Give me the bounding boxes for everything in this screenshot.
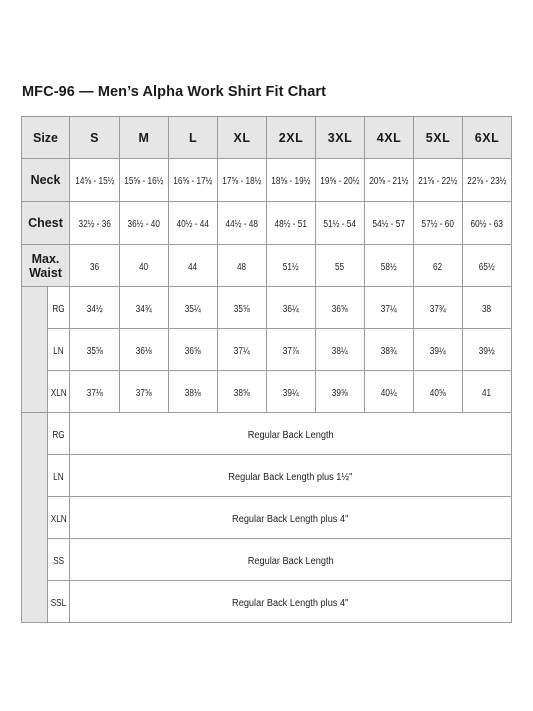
sleeve-cell bbox=[316, 287, 365, 329]
back-length-cell bbox=[70, 413, 512, 455]
back-length-header bbox=[22, 413, 48, 623]
sleeve-value: 37¼ bbox=[234, 345, 250, 357]
sleeve-row bbox=[22, 287, 512, 329]
max-waist-cell bbox=[120, 245, 169, 287]
sleeve-cell bbox=[463, 287, 512, 329]
size-col-header: 4XL bbox=[365, 117, 414, 159]
max-waist-row bbox=[22, 245, 512, 287]
chest-value: 44½ - 48 bbox=[225, 219, 259, 230]
back-length-text: Regular Back Length plus 4" bbox=[232, 597, 349, 609]
neck-cell bbox=[463, 159, 512, 202]
neck-value: 20⅝ - 21½ bbox=[369, 176, 409, 187]
chest-value: 54½ - 57 bbox=[372, 219, 406, 230]
sleeve-code-cell bbox=[48, 329, 70, 371]
size-col-header: XL bbox=[218, 117, 267, 159]
sleeve-cell bbox=[120, 371, 169, 413]
neck-value: 17⅝ - 18½ bbox=[222, 176, 262, 187]
sleeve-value: 40⅝ bbox=[430, 387, 446, 399]
neck-value: 14⅝ - 15½ bbox=[74, 176, 115, 187]
sleeve-value: 39⅝ bbox=[332, 387, 348, 399]
max-waist-cell bbox=[316, 245, 365, 287]
max-waist-cell bbox=[169, 245, 218, 287]
chest-cell bbox=[120, 202, 169, 245]
sleeve-code-cell bbox=[48, 287, 70, 329]
chest-cell bbox=[169, 202, 218, 245]
neck-value: 15⅝ - 16½ bbox=[124, 176, 164, 187]
sleeve-value: 36⅝ bbox=[185, 345, 201, 357]
chest-value: 40½ - 44 bbox=[176, 219, 210, 230]
chest-cell bbox=[414, 202, 463, 245]
back-code: XLN bbox=[50, 513, 67, 525]
chest-cell bbox=[316, 202, 365, 245]
sleeve-row bbox=[22, 371, 512, 413]
sleeve-cell bbox=[218, 329, 267, 371]
max-waist-cell bbox=[70, 245, 120, 287]
sleeve-value: 37⅝ bbox=[136, 387, 152, 399]
neck-value: 19⅝ - 20½ bbox=[320, 176, 360, 187]
fit-chart-table bbox=[21, 116, 512, 623]
size-col-header: 3XL bbox=[316, 117, 365, 159]
back-code-cell bbox=[48, 539, 70, 581]
back-row bbox=[22, 413, 512, 455]
sleeve-cell bbox=[316, 329, 365, 371]
sleeve-cell bbox=[463, 371, 512, 413]
sleeve-cell bbox=[414, 287, 463, 329]
back-row bbox=[22, 497, 512, 539]
fit-chart-body bbox=[22, 117, 512, 623]
sleeve-value: 39½ bbox=[479, 345, 495, 357]
back-code: SS bbox=[53, 555, 64, 567]
max-waist-value: 55 bbox=[335, 261, 345, 273]
back-length-text: Regular Back Length bbox=[247, 429, 334, 441]
back-row bbox=[22, 581, 512, 623]
back-length-cell bbox=[70, 455, 512, 497]
neck-cell bbox=[120, 159, 169, 202]
max-waist-cell bbox=[218, 245, 267, 287]
chest-cell bbox=[267, 202, 316, 245]
size-header: Size bbox=[22, 117, 70, 159]
sleeve-cell bbox=[169, 371, 218, 413]
sleeve-cell bbox=[267, 371, 316, 413]
back-row bbox=[22, 539, 512, 581]
sleeve-cell bbox=[120, 329, 169, 371]
sleeve-value: 37⅛ bbox=[86, 387, 103, 399]
back-length-cell bbox=[70, 497, 512, 539]
sleeve-value: 35⅝ bbox=[234, 303, 250, 315]
sleeve-code-cell bbox=[48, 371, 70, 413]
sleeve-value: 37¼ bbox=[381, 303, 397, 315]
chest-value: 60½ - 63 bbox=[470, 219, 504, 230]
sleeve-cell bbox=[365, 329, 414, 371]
neck-value: 16⅝ - 17½ bbox=[173, 176, 213, 187]
sleeve-cell bbox=[218, 371, 267, 413]
sleeve-length-header bbox=[22, 287, 48, 413]
sleeve-row bbox=[22, 329, 512, 371]
back-code: RG bbox=[52, 429, 65, 441]
sleeve-cell bbox=[365, 371, 414, 413]
chest-value: 36½ - 40 bbox=[127, 219, 161, 230]
sleeve-value: 35⅝ bbox=[86, 345, 103, 357]
back-row bbox=[22, 455, 512, 497]
neck-header: Neck bbox=[22, 159, 70, 202]
sleeve-cell bbox=[70, 287, 120, 329]
max-waist-cell bbox=[365, 245, 414, 287]
back-length-text: Regular Back Length bbox=[247, 555, 334, 567]
back-length-cell bbox=[70, 539, 512, 581]
neck-row bbox=[22, 159, 512, 202]
chest-cell bbox=[365, 202, 414, 245]
sleeve-cell bbox=[169, 287, 218, 329]
neck-cell bbox=[70, 159, 120, 202]
max-waist-value: 44 bbox=[188, 261, 198, 273]
chest-cell bbox=[70, 202, 120, 245]
sleeve-value: 37¾ bbox=[430, 303, 446, 315]
sleeve-value: 34½ bbox=[86, 303, 103, 315]
sleeve-cell bbox=[267, 287, 316, 329]
sleeve-value: 38 bbox=[482, 303, 492, 315]
back-code: LN bbox=[53, 471, 64, 483]
page-title: MFC-96 — Men’s Alpha Work Shirt Fit Chart bbox=[22, 84, 327, 100]
size-col-header: S bbox=[70, 117, 120, 159]
neck-cell bbox=[169, 159, 218, 202]
sleeve-cell bbox=[365, 287, 414, 329]
chest-cell bbox=[463, 202, 512, 245]
size-col-header: 2XL bbox=[267, 117, 316, 159]
sleeve-cell bbox=[267, 329, 316, 371]
neck-cell bbox=[218, 159, 267, 202]
sleeve-code: LN bbox=[53, 345, 64, 357]
neck-value: 22⅝ - 23½ bbox=[467, 176, 507, 187]
neck-cell bbox=[316, 159, 365, 202]
back-length-cell bbox=[70, 581, 512, 623]
max-waist-value: 40 bbox=[139, 261, 149, 273]
sleeve-cell bbox=[414, 329, 463, 371]
sleeve-value: 37⅞ bbox=[283, 345, 299, 357]
back-code-cell bbox=[48, 455, 70, 497]
size-row bbox=[22, 117, 512, 159]
sleeve-cell bbox=[218, 287, 267, 329]
max-waist-value: 65½ bbox=[479, 261, 495, 273]
sleeve-cell bbox=[169, 329, 218, 371]
sleeve-value: 41 bbox=[482, 387, 492, 399]
chest-header: Chest bbox=[22, 202, 70, 245]
back-code-cell bbox=[48, 581, 70, 623]
sleeve-cell bbox=[414, 371, 463, 413]
size-col-header: 5XL bbox=[414, 117, 463, 159]
sleeve-code: RG bbox=[52, 303, 65, 315]
back-code: SSL bbox=[50, 597, 67, 609]
sleeve-value: 39¼ bbox=[430, 345, 446, 357]
back-length-text: Regular Back Length plus 4" bbox=[232, 513, 349, 525]
size-col-header: L bbox=[169, 117, 218, 159]
max-waist-value: 51½ bbox=[283, 261, 299, 273]
chest-value: 57½ - 60 bbox=[421, 219, 455, 230]
chest-row bbox=[22, 202, 512, 245]
chest-value: 32½ - 36 bbox=[78, 219, 111, 230]
chest-value: 48½ - 51 bbox=[274, 219, 308, 230]
sleeve-value: 36⅝ bbox=[332, 303, 348, 315]
max-waist-cell bbox=[414, 245, 463, 287]
neck-cell bbox=[365, 159, 414, 202]
size-col-header: M bbox=[120, 117, 169, 159]
chest-cell bbox=[218, 202, 267, 245]
sleeve-value: 36¼ bbox=[283, 303, 299, 315]
max-waist-label-2: Waist bbox=[29, 265, 62, 280]
back-length-text: Regular Back Length plus 1½" bbox=[228, 471, 353, 483]
max-waist-cell bbox=[463, 245, 512, 287]
neck-value: 18⅝ - 19½ bbox=[271, 176, 311, 187]
sleeve-cell bbox=[316, 371, 365, 413]
sleeve-value: 34¾ bbox=[136, 303, 152, 315]
max-waist-cell bbox=[267, 245, 316, 287]
max-waist-value: 48 bbox=[237, 261, 247, 273]
max-waist-value: 36 bbox=[89, 261, 100, 273]
sleeve-value: 38⅝ bbox=[234, 387, 250, 399]
max-waist-value: 58½ bbox=[381, 261, 397, 273]
chest-value: 51½ - 54 bbox=[323, 219, 357, 230]
sleeve-value: 35¼ bbox=[185, 303, 201, 315]
max-waist-label-1: Max. bbox=[31, 251, 60, 266]
sleeve-value: 38¼ bbox=[332, 345, 348, 357]
sleeve-cell bbox=[463, 329, 512, 371]
size-col-header: 6XL bbox=[463, 117, 512, 159]
neck-cell bbox=[267, 159, 316, 202]
neck-value: 21⅝ - 22½ bbox=[418, 176, 458, 187]
sleeve-value: 40¼ bbox=[381, 387, 397, 399]
sleeve-cell bbox=[70, 371, 120, 413]
sleeve-value: 38⅛ bbox=[185, 387, 201, 399]
back-code-cell bbox=[48, 497, 70, 539]
neck-cell bbox=[414, 159, 463, 202]
max-waist-header bbox=[22, 245, 70, 287]
sleeve-cell bbox=[70, 329, 120, 371]
sleeve-value: 36⅛ bbox=[136, 345, 152, 357]
max-waist-value: 62 bbox=[433, 261, 443, 273]
back-code-cell bbox=[48, 413, 70, 455]
sleeve-code: XLN bbox=[50, 387, 67, 399]
sleeve-value: 38¾ bbox=[381, 345, 397, 357]
sleeve-cell bbox=[120, 287, 169, 329]
sleeve-value: 39¼ bbox=[283, 387, 299, 399]
